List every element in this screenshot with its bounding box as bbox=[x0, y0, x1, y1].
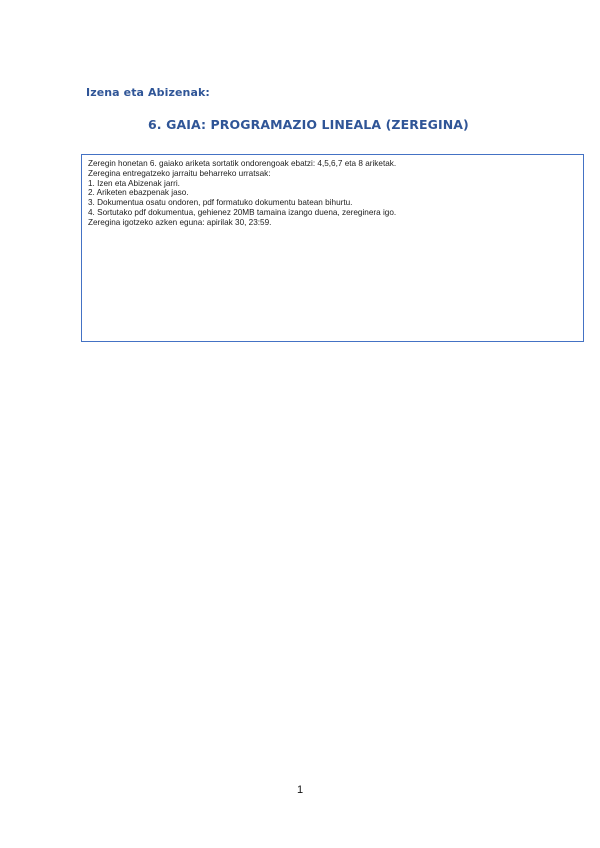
task-step-3: 3. Dokumentua osatu ondoren, pdf formatuko dokumentu batean bihurtu. bbox=[88, 198, 353, 208]
name-surname-label: Izena eta Abizenak: bbox=[86, 86, 210, 99]
task-step-2: 2. Ariketen ebazpenak jaso. bbox=[88, 188, 189, 198]
task-deadline: Zeregina igotzeko azken eguna: apirilak 30, 23:59. bbox=[88, 217, 272, 227]
task-intro-line: Zeregin honetan 6. gaiako ariketa sortatik ondorengoak ebatzi: 4,5,6,7 eta 8 ariketak. bbox=[88, 159, 397, 168]
task-step-1: 1. Izen eta Abizenak jarri. bbox=[88, 178, 180, 188]
task-step-4: 4. Sortutako pdf dokumentua, gehienez 20MB tamaina izango duena, zereginera igo. bbox=[88, 207, 397, 217]
task-instructions-box bbox=[81, 154, 584, 342]
task-steps-heading: Zeregina entregatzeko jarraitu beharreko urratsak: bbox=[88, 168, 271, 178]
page-number: 1 bbox=[296, 784, 304, 796]
page-title: 6. GAIA: PROGRAMAZIO LINEALA (ZEREGINA) bbox=[148, 117, 469, 132]
